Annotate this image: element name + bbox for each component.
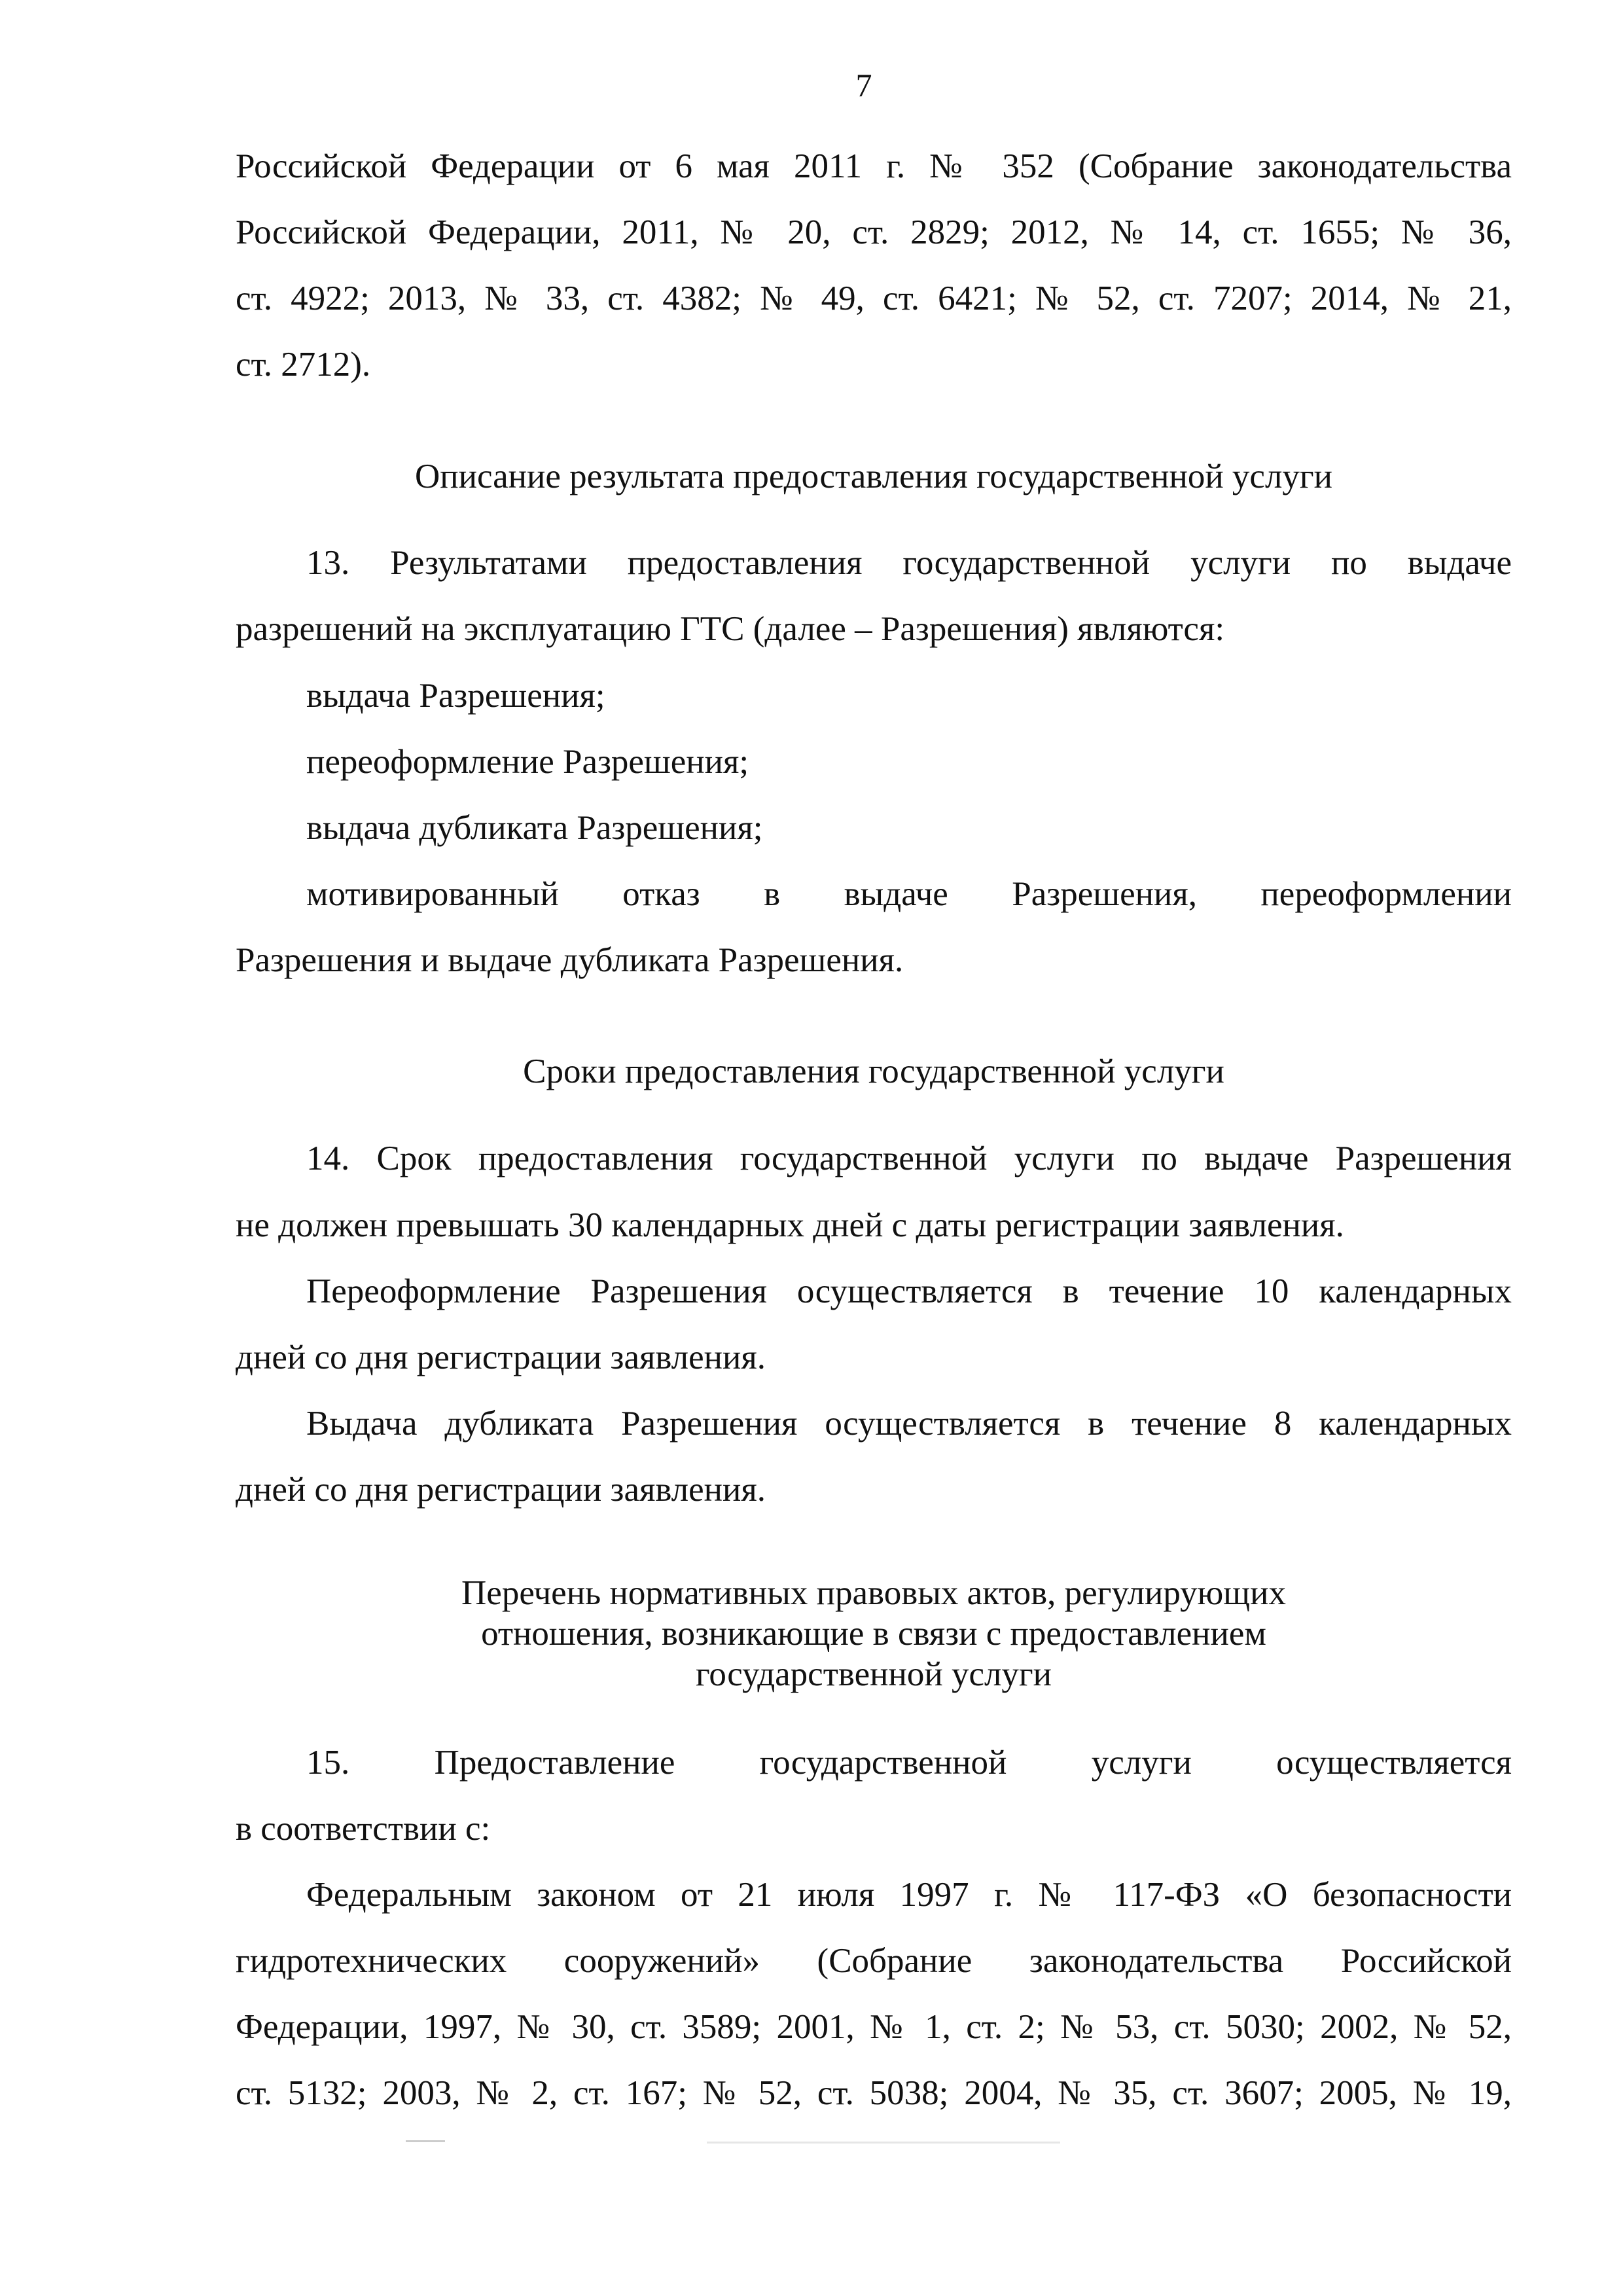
text-line: разрешений на эксплуатацию ГТС (далее – Разрешения) являются: (236, 610, 1225, 648)
text-line: в соответствии с: (236, 1810, 491, 1848)
text-line: дней со дня регистрации заявления. (236, 1338, 766, 1376)
text-line: не должен превышать 30 календарных дней с даты регистрации заявления. (236, 1206, 1344, 1244)
text-line: ст. 5132; 2003, № 2, ст. 167; № 52, ст. 5038; 2004, № 35, ст. 3607; 2005, № 19, (236, 2074, 1512, 2112)
text-line: гидротехнических сооружений» (Собрание законодательства Российской (236, 1942, 1512, 1980)
section-heading: Описание результата предоставления государственной услуги (414, 457, 1333, 495)
section-heading-line-1: Перечень нормативных правовых актов, регулирующих (461, 1574, 1286, 1612)
page-number: 7 (855, 67, 872, 103)
text-line: Федерации, 1997, № 30, ст. 3589; 2001, № 1, ст. 2; № 53, ст. 5030; 2002, № 52, (236, 2008, 1512, 2046)
text-line: Российской Федерации от 6 мая 2011 г. № 352 (Собрание законодательства (236, 147, 1512, 185)
list-item: выдача дубликата Разрешения; (306, 809, 763, 847)
list-item: переоформление Разрешения; (306, 743, 749, 781)
text-line: Разрешения и выдаче дубликата Разрешения. (236, 941, 904, 979)
section-heading-line-3: государственной услуги (695, 1655, 1052, 1693)
scan-artifact (707, 2142, 1060, 2144)
text-line: ст. 4922; 2013, № 33, ст. 4382; № 49, ст. 6421; № 52, ст. 7207; 2014, № 21, (236, 279, 1512, 317)
list-item: выдача Разрешения; (306, 677, 605, 715)
text-line: Федеральным законом от 21 июля 1997 г. № 117-ФЗ «О безопасности (306, 1876, 1512, 1914)
list-item: мотивированный отказ в выдаче Разрешения, переоформлении (306, 875, 1512, 913)
scan-artifact (406, 2140, 445, 2142)
section-heading: Сроки предоставления государственной услуги (523, 1052, 1224, 1090)
text-line: дней со дня регистрации заявления. (236, 1471, 766, 1509)
text-line: ст. 2712). (236, 346, 371, 384)
section-heading-line-2: отношения, возникающие в связи с предоставлением (481, 1615, 1266, 1653)
text-line: 15. Предоставление государственной услуги осуществляется (306, 1744, 1512, 1782)
text-line: 13. Результатами предоставления государственной услуги по выдаче (306, 544, 1512, 582)
text-line: Переоформление Разрешения осуществляется в течение 10 календарных (306, 1272, 1512, 1310)
text-line: 14. Срок предоставления государственной услуги по выдаче Разрешения (306, 1139, 1512, 1177)
text-line: Российской Федерации, 2011, № 20, ст. 2829; 2012, № 14, ст. 1655; № 36, (236, 213, 1512, 251)
text-line: Выдача дубликата Разрешения осуществляется в течение 8 календарных (306, 1405, 1512, 1443)
